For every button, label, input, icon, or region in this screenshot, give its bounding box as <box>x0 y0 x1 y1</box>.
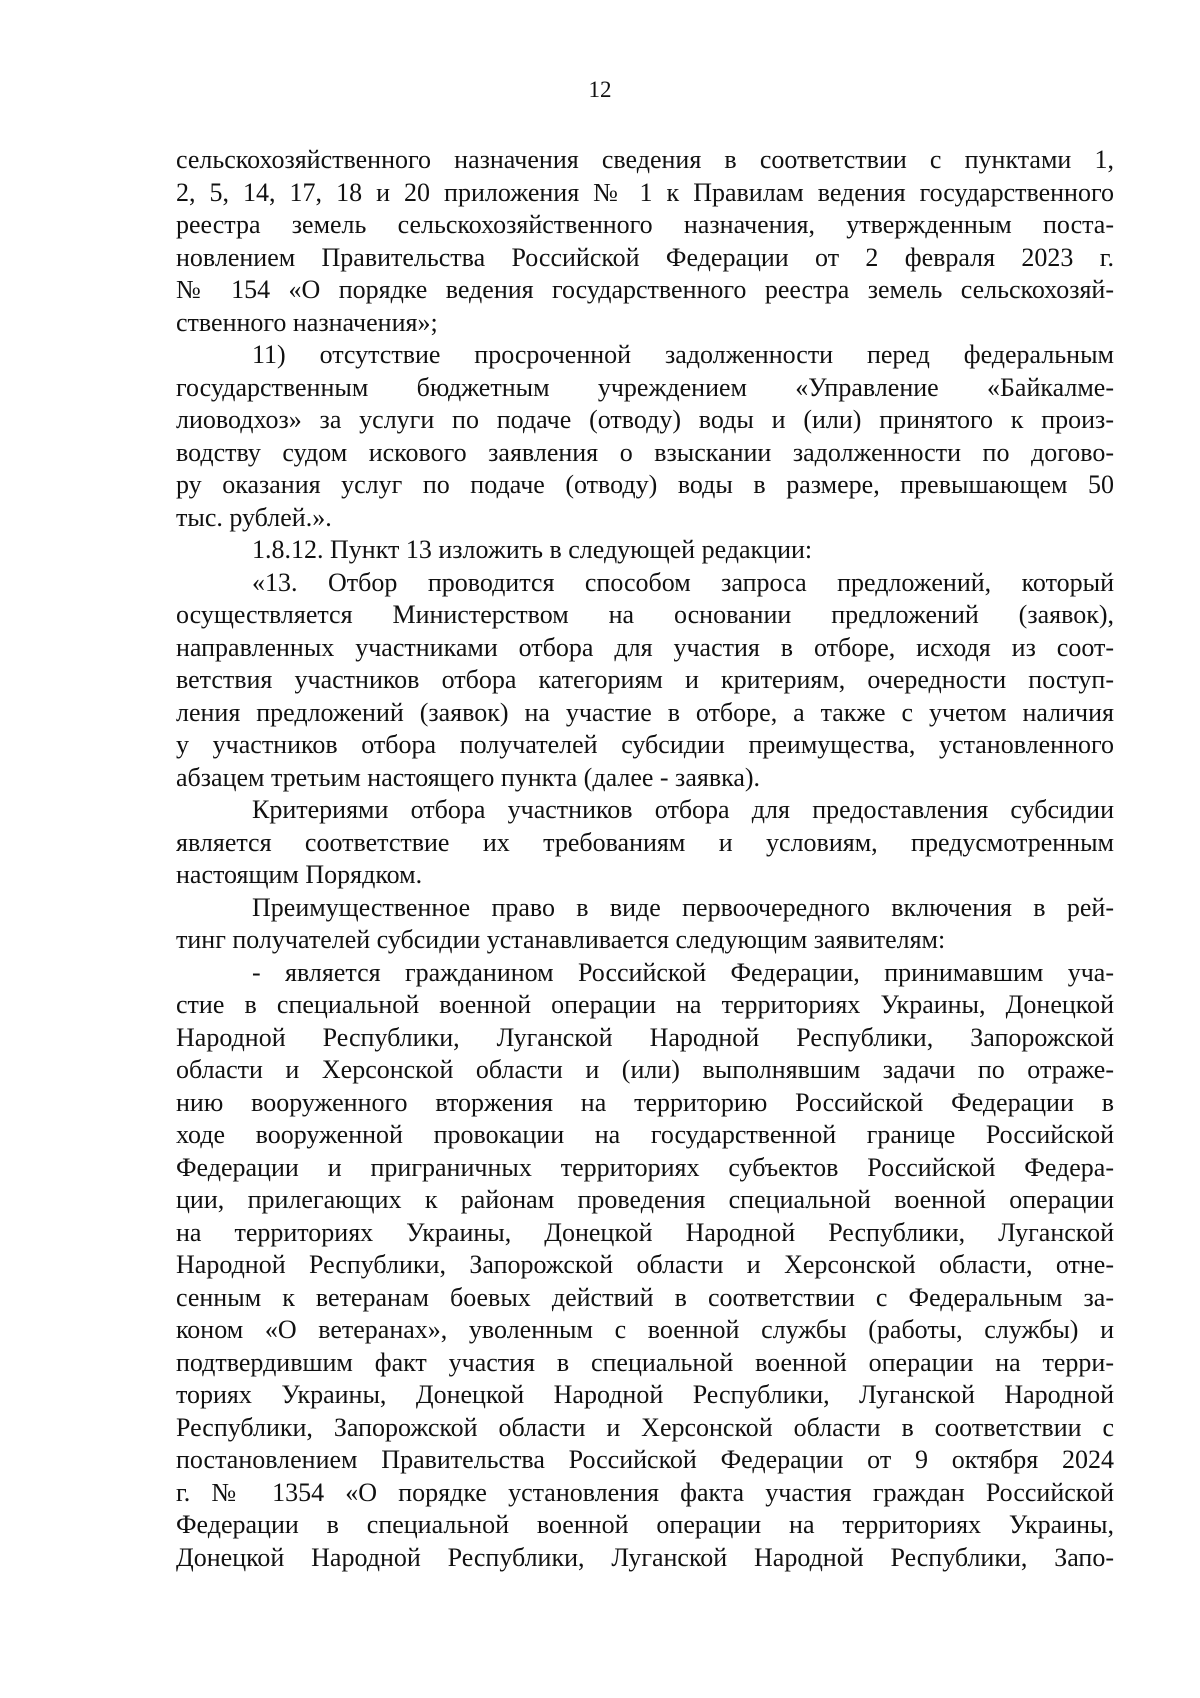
text-line: коном «О ветеранах», уволенным с военной службы (работы, службы) и <box>176 1315 1114 1344</box>
text-line: государственным бюджетным учреждением «Управление «Байкалме- <box>176 372 1114 402</box>
text-line: Народной Республики, Луганской Народной Республики, Запорожской <box>176 1022 1114 1052</box>
text-line: новлением Правительства Российской Федерации от 2 февраля 2023 г. <box>176 242 1114 272</box>
text-line: ции, прилегающих к районам проведения специальной военной операции <box>176 1185 1114 1214</box>
text-line: сенным к ветеранам боевых действий в соответствии с Федеральным за- <box>176 1282 1114 1312</box>
text-line: тыс. рублей.». <box>176 502 332 532</box>
text-line: постановлением Правительства Российской Федерации от 9 октября 2024 <box>176 1445 1114 1474</box>
text-line: г. № 1354 «О порядке установления факта участия граждан Российской <box>176 1477 1114 1507</box>
text-line: Федерации в специальной военной операции на территориях Украины, <box>176 1510 1114 1539</box>
text-line: Донецкой Народной Республики, Луганской Народной Республики, Запо- <box>176 1542 1114 1572</box>
text-line: ветствия участников отбора категориям и критериям, очередности поступ- <box>176 665 1114 694</box>
text-line: - является гражданином Российской Федерации, принимавшим уча- <box>252 957 1114 987</box>
text-line: ториях Украины, Донецкой Народной Республики, Луганской Народной <box>176 1380 1114 1409</box>
text-line: ственного назначения»; <box>176 307 438 337</box>
text-line: Республики, Запорожской области и Херсонской области в соответствии с <box>176 1412 1114 1442</box>
text-line: лиоводхоз» за услуги по подаче (отводу) воды и (или) принятого к произ- <box>176 405 1114 434</box>
text-line: подтвердившим факт участия в специальной военной операции на терри- <box>176 1347 1114 1377</box>
text-line: реестра земель сельскохозяйственного назначения, утвержденным поста- <box>176 210 1114 239</box>
text-line: 2, 5, 14, 17, 18 и 20 приложения № 1 к Правилам ведения государственного <box>176 177 1114 207</box>
text-line: Преимущественное право в виде первоочередного включения в рей- <box>252 892 1114 922</box>
text-line: области и Херсонской области и (или) выполнявшим задачи по отраже- <box>176 1055 1114 1084</box>
text-line: ления предложений (заявок) на участие в отборе, а также с учетом наличия <box>176 697 1114 727</box>
text-line: стие в специальной военной операции на территориях Украины, Донецкой <box>176 990 1114 1019</box>
text-line: нию вооруженного вторжения на территорию Российской Федерации в <box>176 1087 1114 1117</box>
text-line: у участников отбора получателей субсидии преимущества, установленного <box>176 730 1114 759</box>
document-body <box>176 144 1114 1574</box>
text-line: на территориях Украины, Донецкой Народной Республики, Луганской <box>176 1217 1114 1247</box>
text-line: сельскохозяйственного назначения сведения в соответствии с пунктами 1, <box>176 145 1114 174</box>
text-line: осуществляется Министерством на основании предложений (заявок), <box>176 600 1114 629</box>
text-line: тинг получателей субсидии устанавливается следующим заявителям: <box>176 925 946 954</box>
text-line: «13. Отбор проводится способом запроса предложений, который <box>252 567 1114 597</box>
text-line: Критериями отбора участников отбора для предоставления субсидии <box>252 795 1114 824</box>
text-line: направленных участниками отбора для участия в отборе, исходя из соот- <box>176 632 1114 662</box>
text-line: Народной Республики, Запорожской области и Херсонской области, отне- <box>176 1250 1114 1279</box>
text-line: № 154 «О порядке ведения государственного реестра земель сельскохозяй- <box>176 275 1114 304</box>
page-number: 12 <box>588 77 612 102</box>
text-line: 1.8.12. Пункт 13 изложить в следующей редакции: <box>252 535 813 564</box>
text-line: настоящим Порядком. <box>176 860 423 889</box>
text-line: ходе вооруженной провокации на государственной границе Российской <box>176 1120 1114 1149</box>
text-line: 11) отсутствие просроченной задолженности перед федеральным <box>252 340 1114 369</box>
text-line: ру оказания услуг по подаче (отводу) воды в размере, превышающем 50 <box>176 470 1114 499</box>
text-line: абзацем третьим настоящего пункта (далее - заявка). <box>176 762 761 792</box>
text-line: является соответствие их требованиям и условиям, предусмотренным <box>176 827 1114 857</box>
text-line: водству судом искового заявления о взыскании задолженности по догово- <box>176 437 1114 467</box>
text-line: Федерации и приграничных территориях субъектов Российской Федера- <box>176 1152 1114 1182</box>
